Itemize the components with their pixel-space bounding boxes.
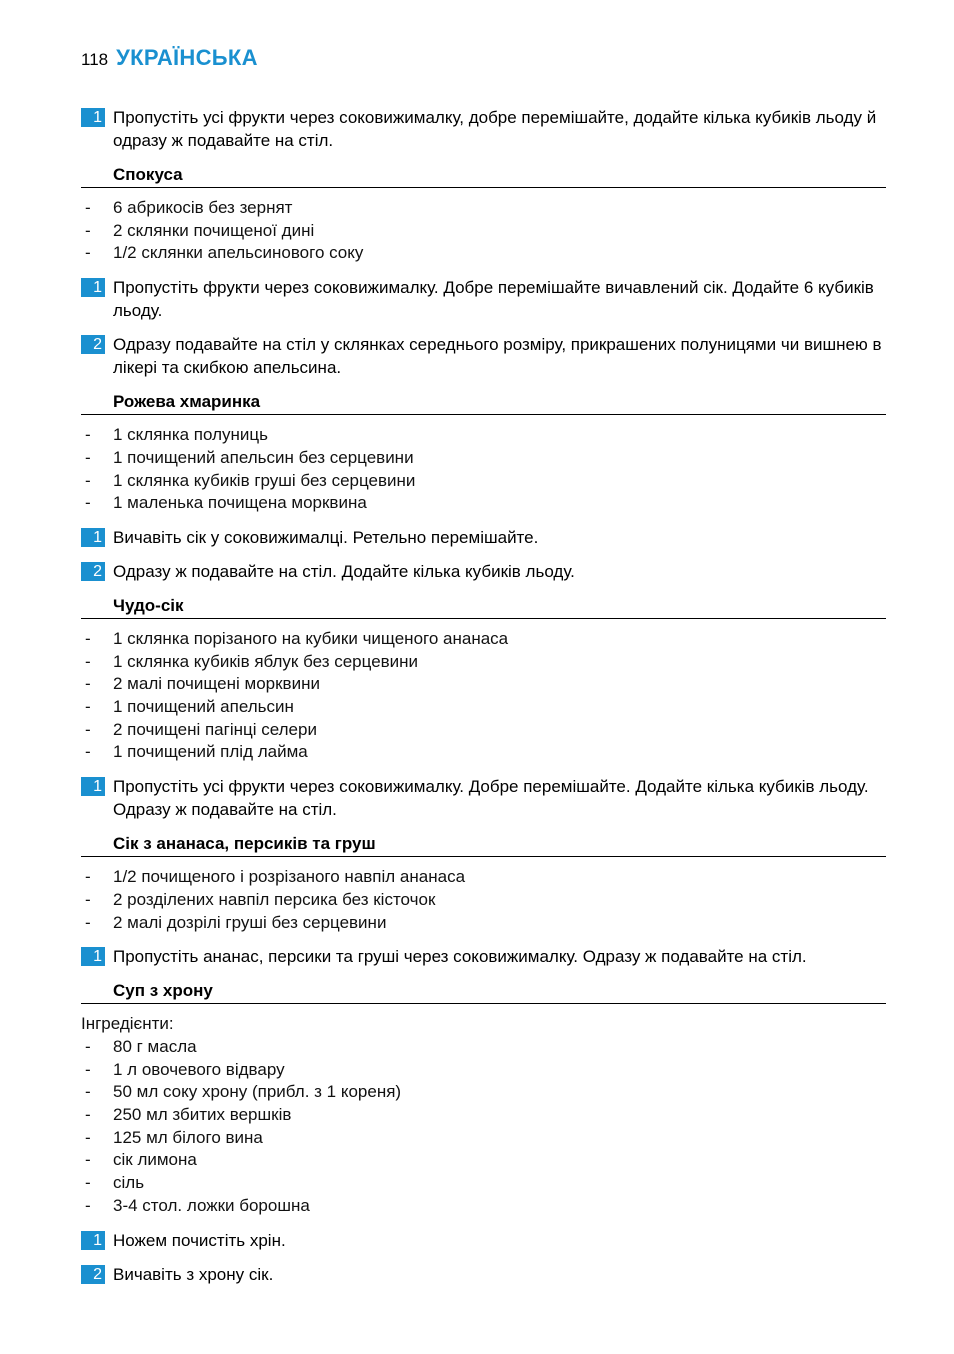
list-item: - 80 г масла [85, 1036, 197, 1056]
ingredient-list [81, 866, 886, 934]
page-header [81, 45, 258, 75]
list-item: - 1 почищений плід лайма [85, 742, 308, 762]
step-number: 2 [81, 562, 105, 581]
language-title: УКРАЇНСЬКА [116, 45, 258, 70]
list-item: - 3-4 стол. ложки борошна [85, 1195, 310, 1215]
list-item: - 1 склянка полуниць [85, 425, 268, 445]
step-text: Вичавіть з хрону сік. [113, 1264, 274, 1284]
list-item: - 1 склянка кубиків яблук без серцевини [85, 651, 419, 671]
list-item: - 1 л овочевого відвару [85, 1059, 285, 1079]
list-item: - 1 склянка кубиків груші без серцевини [85, 470, 416, 490]
step-text: Пропустіть усі фрукти через соковижималку, добре перемішайте, додайте кілька кубиків льоду й одразу ж подавайте на стіл. [113, 108, 877, 150]
step [81, 560, 886, 583]
section-title: Рожева хмаринка [81, 390, 886, 415]
list-item: - 2 розділених навпіл персика без кісточок [85, 889, 436, 909]
section-title: Чудо-сік [81, 594, 886, 619]
step [81, 526, 886, 549]
ingredient-list [81, 1036, 886, 1218]
list-item: - 2 склянки почищеної дині [85, 220, 315, 240]
list-item: - сік лимона [85, 1150, 197, 1170]
ingredient-list [81, 197, 886, 265]
step [81, 1229, 886, 1252]
section-title: Сік з ананаса, персиків та груш [81, 832, 886, 857]
list-item: - сіль [85, 1173, 145, 1193]
list-item: - 1/2 склянки апельсинового соку [85, 243, 364, 263]
step-text: Пропустіть фрукти через соковижималку. Добре перемішайте вичавлений сік. Додайте 6 кубиків льоду. [113, 278, 874, 321]
list-item: - 2 малі почищені морквини [85, 674, 320, 694]
list-item: - 50 мл соку хрону (прибл. з 1 кореня) [85, 1082, 402, 1102]
list-item: - 1 склянка порізаного на кубики чищеного ананаса [85, 628, 509, 648]
step [81, 775, 886, 821]
step-text: Вичавіть сік у соковижималці. Ретельно перемішайте. [113, 527, 539, 547]
step-number: 1 [81, 777, 105, 796]
step-number: 1 [81, 528, 105, 547]
step-text: Пропустіть ананас, персики та груші через соковижималку. Одразу ж подавайте на стіл. [113, 947, 807, 967]
step-text: Одразу подавайте на стіл у склянках середнього розміру, прикрашених полуницями чи вишнею в лікері та скибкою апельсина. [113, 335, 882, 378]
step [81, 1263, 886, 1286]
step-number: 2 [81, 1265, 105, 1284]
list-item: - 2 малі дозрілі груші без серцевини [85, 912, 387, 932]
list-item: - 1 маленька почищена морквина [85, 493, 367, 513]
list-item: - 1/2 почищеного і розрізаного навпіл ананаса [85, 867, 466, 887]
page-number: 118 [81, 50, 109, 69]
list-item: - 1 почищений апельсин [85, 697, 294, 717]
step [81, 945, 886, 968]
step-number: 2 [81, 335, 105, 354]
list-item: - 2 почищені пагінці селери [85, 719, 317, 739]
step [81, 333, 886, 379]
step [81, 106, 886, 152]
step [81, 276, 886, 322]
step-number: 1 [81, 1231, 105, 1250]
step-text: Одразу ж подавайте на стіл. Додайте кілька кубиків льоду. [113, 561, 575, 581]
section-title: Спокуса [81, 163, 886, 188]
step-number: 1 [81, 947, 105, 966]
list-item: - 6 абрикосів без зернят [85, 198, 293, 217]
ingredient-list [81, 424, 886, 515]
ingredient-list [81, 628, 886, 764]
step-text: Пропустіть усі фрукти через соковижималку. Добре перемішайте. Додайте кілька кубиків льоду. Одразу ж подавайте на стіл. [113, 777, 869, 820]
list-item: - 1 почищений апельсин без серцевини [85, 447, 414, 467]
ingredients-intro: Інгредієнти: [81, 1014, 174, 1034]
list-item: - 125 мл білого вина [85, 1127, 263, 1147]
list-item: - 250 мл збитих вершків [85, 1105, 292, 1125]
recipe-content [81, 106, 886, 1297]
section-title: Суп з хрону [81, 979, 886, 1004]
step-number: 1 [81, 278, 105, 297]
step-text: Ножем почистіть хрін. [113, 1230, 286, 1250]
step-number: 1 [81, 108, 105, 127]
